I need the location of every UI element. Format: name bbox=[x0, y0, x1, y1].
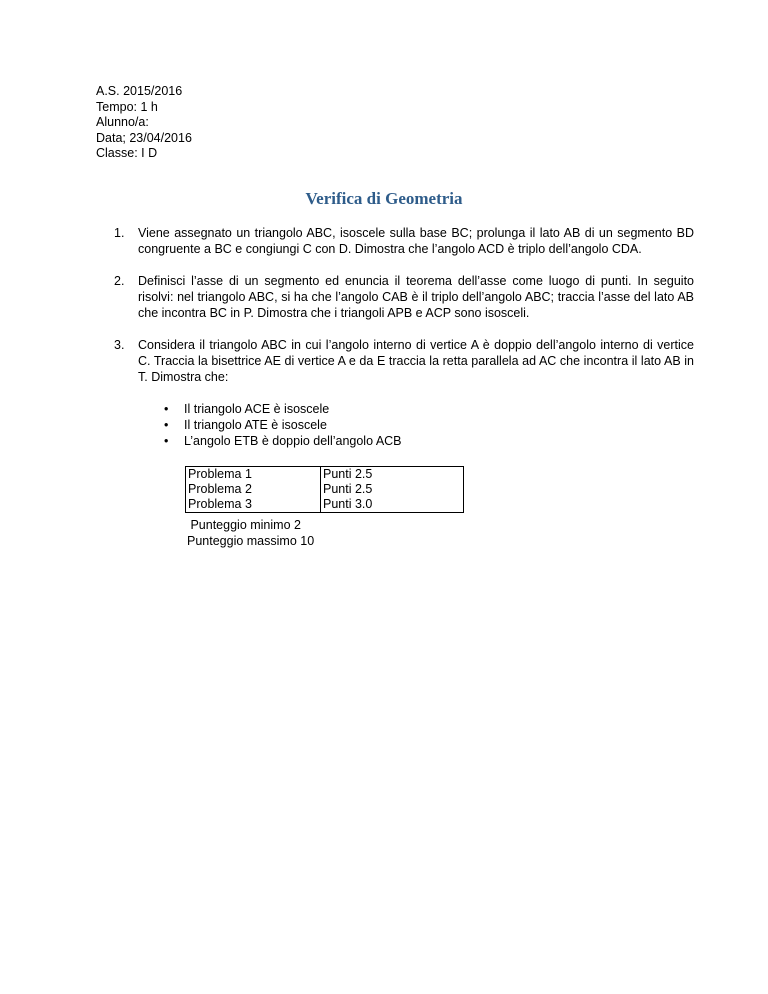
requirement-list bbox=[138, 401, 694, 449]
requirement-item bbox=[138, 401, 694, 417]
bullet-icon: • bbox=[164, 418, 169, 432]
score-table bbox=[185, 466, 464, 513]
problem-text: Definisci l’asse di un segmento ed enuncia il teorema dell’asse come luogo di punti. In seguito risolvi: nel triangolo ABC, si ha che l’angolo CAB è il triplo dell’angolo ABC; traccia l’asse del lato AB che incontra BC in P. Dimostra che i triangoli APB e ACP sono isosceli. bbox=[138, 274, 694, 320]
problem-item-3 bbox=[114, 337, 694, 449]
student-name-label: Alunno/a: bbox=[96, 115, 149, 129]
max-score: Punteggio massimo 10 bbox=[187, 534, 315, 548]
problem-text: Viene assegnato un triangolo ABC, isoscele sulla base BC; prolunga il lato AB di un segmento BD congruente a BC e congiungi C con D. Dimostra che l’angolo ACD è triplo dell’angolo CDA. bbox=[138, 226, 694, 256]
bullet-icon: • bbox=[164, 402, 169, 416]
time-limit: Tempo: 1 h bbox=[96, 99, 158, 114]
date-label: Data; 23/04/2016 bbox=[96, 130, 192, 145]
page-title bbox=[0, 189, 768, 209]
page-title-text: Verifica di Geometria bbox=[305, 189, 463, 208]
table-row bbox=[186, 467, 464, 483]
score-points-cell: Punti 3.0 bbox=[321, 497, 464, 513]
problem-item-2 bbox=[114, 273, 694, 321]
requirement-text: Il triangolo ACE è isoscele bbox=[184, 402, 330, 416]
table-row bbox=[186, 482, 464, 497]
header-info bbox=[96, 84, 192, 162]
requirement-item bbox=[138, 417, 694, 433]
score-points-cell: Punti 2.5 bbox=[321, 482, 464, 497]
score-points-cell: Punti 2.5 bbox=[321, 467, 464, 483]
requirement-item bbox=[138, 433, 694, 449]
problem-number: 1. bbox=[114, 226, 125, 240]
table-row bbox=[186, 497, 464, 513]
min-score: Punteggio minimo 2 bbox=[187, 518, 301, 532]
school-year: A.S. 2015/2016 bbox=[96, 84, 183, 98]
problem-text: Considera il triangolo ABC in cui l’angolo interno di vertice A è doppio dell’angolo interno di vertice C. Traccia la bisettrice AE di vertice A e da E traccia la retta parallela ad AC che incontra il lato AB in T. Dimostra che: bbox=[138, 338, 694, 384]
problem-item-1 bbox=[114, 225, 694, 257]
score-notes bbox=[187, 517, 314, 549]
class-label: Classe: I D bbox=[96, 146, 158, 160]
problem-list bbox=[114, 225, 694, 449]
requirement-text: L’angolo ETB è doppio dell’angolo ACB bbox=[184, 434, 402, 448]
score-problem-cell: Problema 1 bbox=[186, 467, 321, 483]
score-problem-cell: Problema 3 bbox=[186, 497, 321, 513]
requirement-text: Il triangolo ATE è isoscele bbox=[184, 418, 327, 432]
score-problem-cell: Problema 2 bbox=[186, 482, 321, 497]
problem-number: 2. bbox=[114, 274, 125, 288]
problem-number: 3. bbox=[114, 338, 125, 352]
bullet-icon: • bbox=[164, 434, 169, 448]
